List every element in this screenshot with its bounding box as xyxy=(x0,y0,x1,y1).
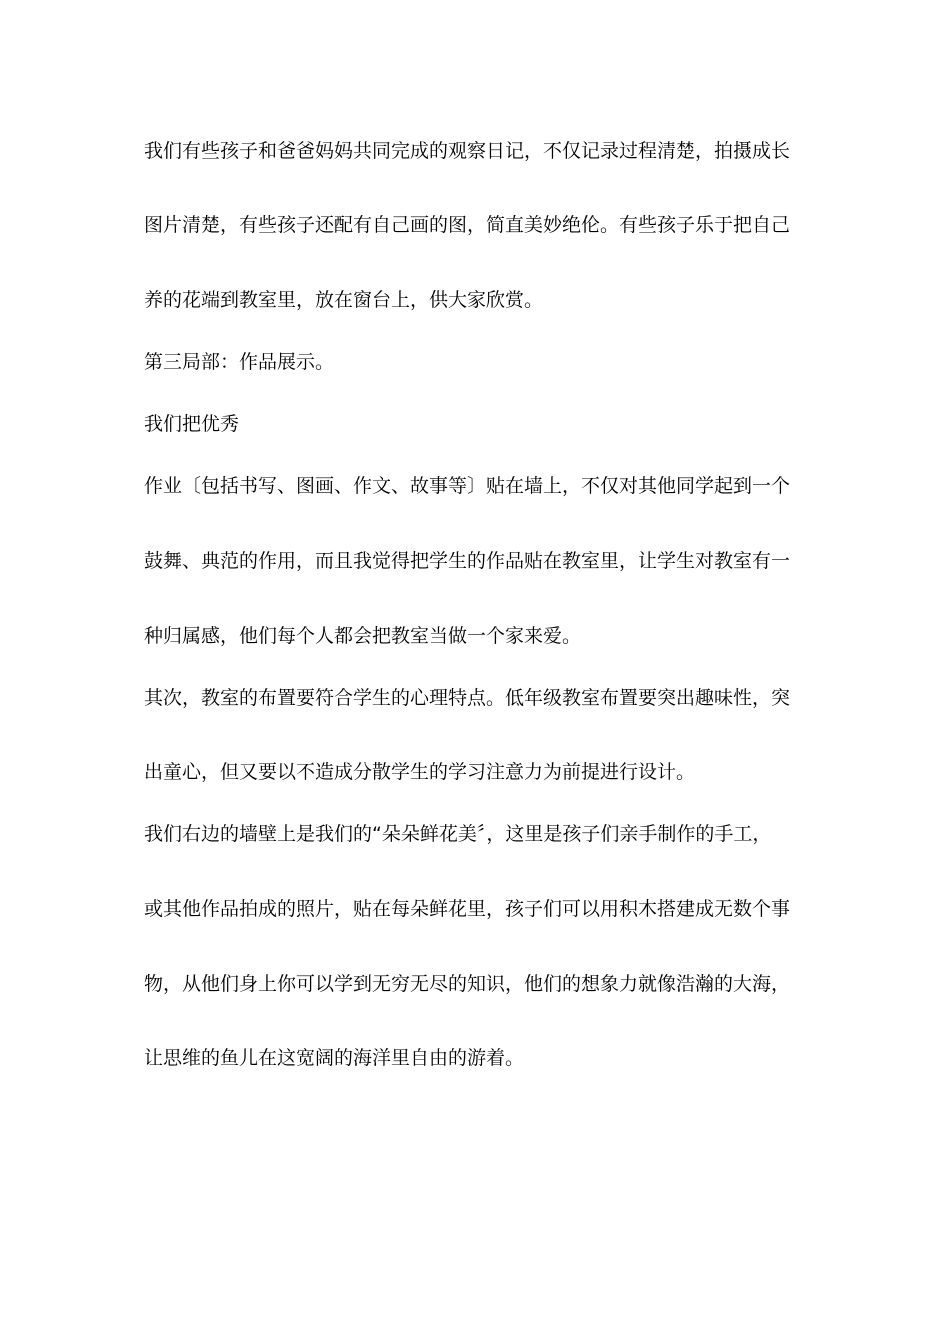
section-heading: 第三局部：作品展示。 xyxy=(144,351,335,373)
text-line-5: 我们把优秀 xyxy=(144,413,240,435)
text-line-9: 其次，教室的布置要符合学生的心理特点。低年级教室布置要突出趣味性，突 xyxy=(144,687,791,709)
text-line-13: 物，从他们身上你可以学到无穷无尽的知识，他们的想象力就像浩瀚的大海， xyxy=(144,973,791,995)
text-line-6: 作业〔包括书写、图画、作文、故事等〕贴在墙上，不仅对其他同学起到一个 xyxy=(144,475,791,497)
text-line-8: 种归属感，他们每个人都会把教室当做一个家来爱。 xyxy=(144,625,582,647)
text-line-7: 鼓舞、典范的作用，而且我觉得把学生的作品贴在教室里，让学生对教室有一 xyxy=(144,550,791,572)
text-line-10: 出童心，但又要以不造成分散学生的学习注意力为前提进行设计。 xyxy=(144,761,696,783)
text-line-14: 让思维的鱼儿在这宽阔的海洋里自由的游着。 xyxy=(144,1047,525,1069)
text-line-2: 图片清楚，有些孩子还配有自己画的图，简直美妙绝伦。有些孩子乐于把自己 xyxy=(144,214,791,236)
text-line-12: 或其他作品拍成的照片，贴在每朵鲜花里，孩子们可以用积木搭建成无数个事 xyxy=(144,898,791,920)
text-line-11: 我们右边的墙壁上是我们的“朵朵鲜花美〞，这里是孩子们亲手制作的手工， xyxy=(144,823,772,845)
text-line-1: 我们有些孩子和爸爸妈妈共同完成的观察日记，不仅记录过程清楚，拍摄成长 xyxy=(144,140,791,162)
text-line-3: 养的花端到教室里，放在窗台上，供大家欣赏。 xyxy=(144,289,544,311)
